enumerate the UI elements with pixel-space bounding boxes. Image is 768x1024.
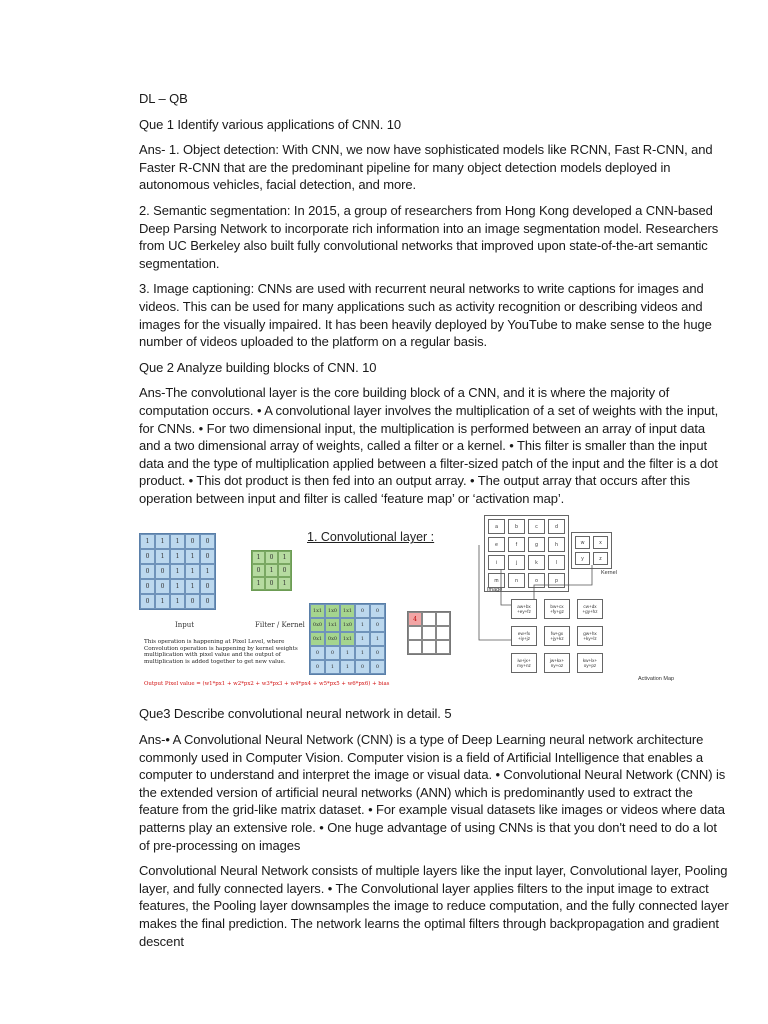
input-cell: 0	[140, 594, 155, 609]
input-cell: 0	[185, 594, 200, 609]
conv-cell: 1	[340, 646, 355, 660]
input-cell: 1	[200, 564, 215, 579]
answer-1-part-3: 3. Image captioning: CNNs are used with recurrent neural networks to write captions for images and videos. This can be used for many applications such as activity recognition or describing videos and images for the visually impaired. It has been heavily deployed by YouTube to make sense to the huge number of videos uploaded to the platform on a regular basis.	[139, 281, 712, 350]
input-cell: 0	[200, 594, 215, 609]
image-cell: k	[528, 555, 545, 570]
conv-cell: 0x0	[325, 632, 340, 646]
activation-cell: iw+jx+ my+nz	[511, 653, 537, 673]
input-cell: 1	[170, 534, 185, 549]
document-page	[139, 90, 729, 958]
input-cell: 0	[140, 579, 155, 594]
conv-cell: 0	[355, 604, 370, 618]
activation-cell: bw+cx +fy+gz	[544, 599, 570, 619]
input-cell: 0	[140, 564, 155, 579]
answer-2: Ans-The convolutional layer is the core building block of a CNN, and it is where the majority of computation occurs. • A convolutional layer involves the multiplication of a set of weights with the input, for CNNs. • For two dimensional input, the multiplication is performed between an array of input data and a two dimensional array of weights, called a filter or a kernel. • This filter is smaller than the input data and the type of multiplication applied between a filter-sized patch of the input and the filter is a dot product. • This dot product is then fed into an output array. • The output array that occurs after this operation between input and filter is called ‘feature map’ or ‘activation map’.	[139, 385, 719, 506]
small-kernel-cell: w	[575, 536, 590, 549]
conv-cell: 1	[355, 646, 370, 660]
image-cell: h	[548, 537, 565, 552]
image-cell: o	[528, 573, 545, 588]
figure-title: 1. Convolutional layer :	[307, 530, 435, 545]
image-cell: i	[488, 555, 505, 570]
kernel-cell: 1	[278, 551, 291, 564]
input-cell: 1	[170, 594, 185, 609]
input-cell: 1	[170, 564, 185, 579]
answer-3-part-1: Ans-• A Convolutional Neural Network (CNN) is a type of Deep Learning neural network architecture commonly used in Computer Vision. Computer vision is a field of Artificial Intelligence that enables a computer to understand and interpret the image or visual data. • Convolutional Neural Network (CNN) is the extended version of artificial neural networks (ANN) which is predominantly used to extract the feature from the grid-like matrix dataset. • For example visual datasets like images or videos where data patterns play an extensive role. • One huge advantage of using CNNs is that you don't need to do a lot of pre-processing on images	[139, 732, 726, 853]
input-cell: 0	[155, 579, 170, 594]
image-cell: p	[548, 573, 565, 588]
input-cell: 1	[155, 594, 170, 609]
conv-cell: 1x1	[310, 604, 325, 618]
conv-cell: 1	[355, 632, 370, 646]
input-cell: 0	[200, 534, 215, 549]
conv-cell: 0	[310, 660, 325, 674]
activation-cell: aw+bx +ey+fz	[511, 599, 537, 619]
conv-cell: 1x1	[340, 632, 355, 646]
kernel-to-map-arrow	[534, 565, 592, 599]
image-cell: c	[528, 519, 545, 534]
kernel-cell: 0	[252, 564, 265, 577]
kernel-cell: 1	[278, 577, 291, 590]
activation-cell: jw+kx+ ny+oz	[544, 653, 570, 673]
image-cell: l	[548, 555, 565, 570]
input-cell: 0	[200, 579, 215, 594]
kernel-cell: 1	[252, 551, 265, 564]
image-label: Image	[487, 587, 503, 594]
image-cell: g	[528, 537, 545, 552]
conv-cell: 1	[340, 660, 355, 674]
kernel-cell: 0	[265, 551, 278, 564]
image-cell: m	[488, 573, 505, 588]
question-3: Que3 Describe convolutional neural network in detail. 5	[139, 706, 452, 722]
answer-1-part-1: Ans- 1. Object detection: With CNN, we now have sophisticated models like RCNN, Fast R-CNN, and Faster R-CNN that are the predominant pipeline for many object detection models deployed in autonomous vehicles, facial detection, and more.	[139, 142, 713, 193]
small-kernel-label: Kernel	[601, 570, 617, 577]
activation-map-label: Activation Map	[638, 676, 675, 683]
activation-cell: fw+gx +jy+kz	[544, 626, 570, 646]
input-cell: 0	[200, 549, 215, 564]
kernel-cell: 0	[265, 577, 278, 590]
conv-cell: 0	[355, 660, 370, 674]
image-cell: f	[508, 537, 525, 552]
image-cell: a	[488, 519, 505, 534]
activation-cell: cw+dx +gy+hz	[577, 599, 603, 619]
conv-cell: 0	[370, 660, 385, 674]
input-cell: 1	[155, 549, 170, 564]
input-label: Input	[175, 621, 195, 630]
figure-arrows	[139, 515, 729, 697]
small-kernel-cell: z	[593, 552, 608, 565]
image-cell: j	[508, 555, 525, 570]
input-cell: 1	[170, 579, 185, 594]
input-cell: 0	[140, 549, 155, 564]
conv-cell: 0	[370, 618, 385, 632]
input-cell: 0	[185, 534, 200, 549]
input-cell: 0	[155, 564, 170, 579]
image-cell: d	[548, 519, 565, 534]
doc-title: DL – QB	[139, 91, 188, 106]
kernel-cell: 1	[265, 564, 278, 577]
answer-3-part-2: Convolutional Neural Network consists of multiple layers like the input layer, Convolutional layer, Pooling layer, and fully connected layers. • The Convolutional layer applies filters to the input image to extract features, the Pooling layer downsamples the image to reduce computation, and the fully connected layer makes the final prediction. The network learns the optimal filters through backpropagation and gradient descent	[139, 863, 729, 949]
image-cell: e	[488, 537, 505, 552]
activation-cell: gw+hx +ky+lz	[577, 626, 603, 646]
convolution-figure	[139, 515, 729, 697]
image-to-map-arrow	[479, 545, 511, 640]
output-cell: 4	[408, 612, 422, 626]
conv-cell: 1x1	[340, 604, 355, 618]
activation-cell: kw+lx+ oy+pz	[577, 653, 603, 673]
patch-arrow	[501, 569, 511, 605]
image-cell: n	[508, 573, 525, 588]
input-cell: 1	[155, 534, 170, 549]
kernel-cell: 0	[278, 564, 291, 577]
conv-cell: 0	[325, 646, 340, 660]
conv-cell: 0x0	[310, 618, 325, 632]
activation-cell: ew+fx +iy+jz	[511, 626, 537, 646]
conv-cell: 1x0	[340, 618, 355, 632]
output-formula: Output Pixel value = (w1*px1 + w2*px2 + w3*px3 + w4*px4 + w5*px5 + w6*px6) + bias	[144, 681, 390, 688]
conv-cell: 1x0	[325, 604, 340, 618]
conv-cell: 1	[370, 632, 385, 646]
input-cell: 1	[185, 579, 200, 594]
kernel-label: Filter / Kernel	[255, 621, 305, 630]
input-cell: 1	[170, 549, 185, 564]
conv-cell: 0	[310, 646, 325, 660]
kernel-cell: 1	[252, 577, 265, 590]
small-kernel-cell: x	[593, 536, 608, 549]
input-cell: 1	[140, 534, 155, 549]
question-1: Que 1 Identify various applications of CNN. 10	[139, 116, 402, 132]
conv-cell: 1x1	[325, 618, 340, 632]
conv-cell: 0x1	[310, 632, 325, 646]
answer-1-part-2: 2. Semantic segmentation: In 2015, a group of researchers from Hong Kong developed a CNN-based Deep Parsing Network to incorporate rich information into an image segmentation model. Researchers from UC Berkeley also built fully convolutional networks that improved upon state-of-the-art semantic segmentation.	[139, 202, 719, 271]
question-2: Que 2 Analyze building blocks of CNN. 10	[139, 359, 377, 375]
figure-description: This operation is happening at Pixel Level, where Convolution operation is happening by kernel weights multiplication with pixel value and the output of multiplication is added together to get new value.	[144, 639, 298, 665]
image-cell: b	[508, 519, 525, 534]
small-kernel-cell: y	[575, 552, 590, 565]
input-cell: 1	[185, 549, 200, 564]
conv-cell: 1	[325, 660, 340, 674]
conv-cell: 0	[370, 646, 385, 660]
conv-cell: 0	[370, 604, 385, 618]
input-cell: 1	[185, 564, 200, 579]
conv-cell: 1	[355, 618, 370, 632]
